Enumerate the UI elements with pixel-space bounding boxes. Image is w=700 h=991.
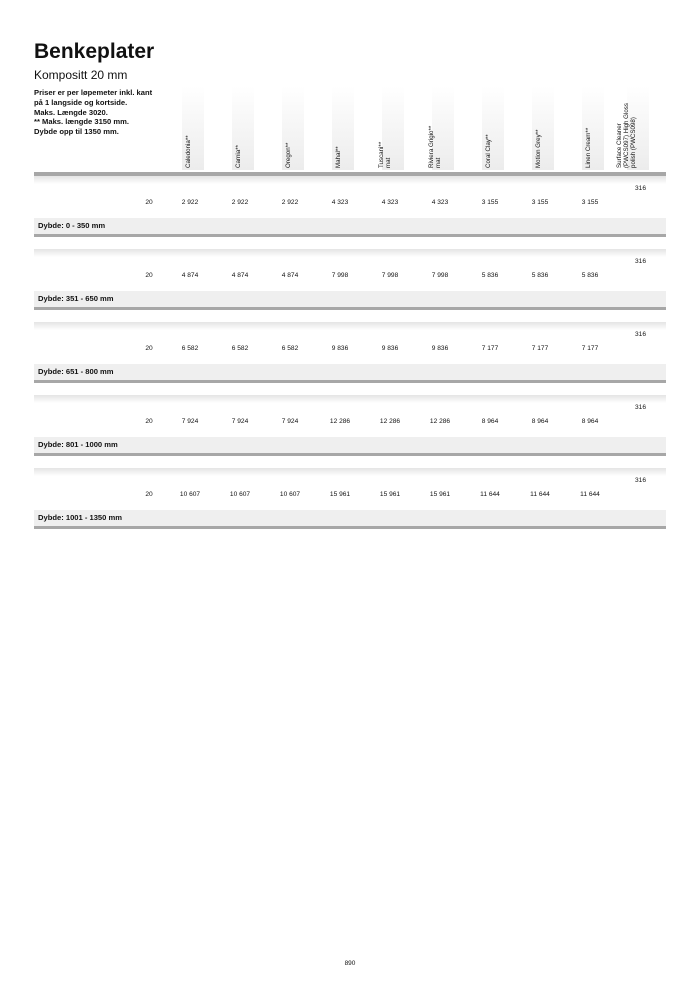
price-cell: 11 644 [580,491,600,498]
column-header-line: (PWCS097) High Gloss [623,103,630,168]
price-cell: 2 922 [231,199,249,206]
price-cell: 4 874 [281,272,299,279]
price-cell: 4 874 [181,272,199,279]
depth-label: Dybde: 0 - 350 mm [34,218,666,234]
price-cell: 15 961 [429,491,451,498]
price-cell: 8 964 [481,418,499,425]
column-header-line: Riviera Grigio** [428,125,435,168]
price-cell: 6 582 [231,345,249,352]
price-cell: 11 644 [480,491,500,498]
price-cell: 5 836 [581,272,599,279]
price-cell: 5 836 [531,272,549,279]
section-divider [34,526,666,529]
depth-section [34,249,666,322]
depth-section [34,395,666,468]
price-cell: 9 836 [331,345,349,352]
price-cell: 7 998 [431,272,449,279]
price-cell: 12 286 [379,418,401,425]
section-shade [34,468,666,476]
price-cell: 3 155 [581,199,599,206]
column-header-line: Oregon** [285,142,292,168]
price-cell: 7 998 [331,272,349,279]
price-cell: 9 836 [381,345,399,352]
depth-section [34,468,666,541]
price-cell: 4 323 [331,199,349,206]
cleaner-price: 316 [635,477,647,484]
cleaner-price: 316 [635,404,647,411]
cleaner-price: 316 [635,185,647,192]
price-cell: 4 323 [381,199,399,206]
column-header-text [285,143,292,168]
note-line: Priser er per løpemeter inkl. kant [34,88,153,97]
column-header-line: Mahal** [335,146,342,168]
column-header-line: Carnia** [235,144,242,168]
price-cell: 3 155 [481,199,499,206]
thickness-value: 20 [145,199,153,206]
price-cell: 7 177 [581,345,599,352]
price-cell: 6 582 [281,345,299,352]
price-cell: 9 836 [431,345,449,352]
column-header-line: mat [435,157,442,168]
price-cell: 10 607 [279,491,301,498]
column-header-line: Motion Grey** [535,129,542,168]
thickness-value: 20 [145,418,153,425]
depth-label: Dybde: 651 - 800 mm [34,364,666,380]
depth-label: Dybde: 801 - 1000 mm [34,437,666,453]
price-cell: 7 924 [181,418,199,425]
column-header-text [535,129,542,168]
column-header-line: polish (PWCS098) [630,117,637,168]
column-header-text [585,128,592,168]
column-header-line: Linen Cream** [585,127,592,168]
price-cell: 7 924 [281,418,299,425]
section-divider [34,234,666,237]
thickness-value: 20 [145,272,153,279]
column-header-line: Surface Cleaner [616,123,623,168]
section-shade [34,395,666,403]
price-cell: 8 964 [581,418,599,425]
thickness-value: 20 [145,345,153,352]
section-shade [34,322,666,330]
price-notes [34,88,169,137]
section-shade [34,176,666,184]
price-cell: 7 998 [381,272,399,279]
price-cell: 8 964 [531,418,549,425]
depth-section [34,176,666,249]
price-cell: 3 155 [531,199,549,206]
price-cell: 4 323 [431,199,449,206]
price-cell: 12 286 [429,418,451,425]
column-header-line: Tuscani** [378,141,385,168]
price-cell: 7 177 [531,345,549,352]
price-cell: 10 607 [179,491,201,498]
price-cell: 4 874 [231,272,249,279]
column-header-text [185,135,192,168]
price-cell: 5 836 [481,272,499,279]
depth-label: Dybde: 351 - 650 mm [34,291,666,307]
note-line: Dybde opp til 1350 mm. [34,127,119,137]
column-header-text [428,126,442,168]
price-cell: 15 961 [329,491,351,498]
thickness-value: 20 [145,491,153,498]
price-cell: 11 644 [530,491,550,498]
column-header-text [616,103,637,168]
price-cell: 7 924 [231,418,249,425]
depth-section [34,322,666,395]
cleaner-price: 316 [635,331,647,338]
column-header-line: Caledonia** [185,135,192,168]
depth-label: Dybde: 1001 - 1350 mm [34,510,666,526]
page-subtitle: Kompositt 20 mm [34,68,128,82]
column-header-text [235,145,242,168]
section-divider [34,307,666,310]
note-line: ** Maks. længde 3150 mm. [34,117,129,127]
section-divider [34,380,666,383]
section-shade [34,249,666,257]
note-line: Maks. Længde 3020. [34,107,108,117]
column-header-line: mat [385,157,392,168]
column-header-text [335,146,342,168]
page-number: 890 [344,960,356,967]
cleaner-price: 316 [635,258,647,265]
price-cell: 10 607 [229,491,251,498]
price-cell: 12 286 [329,418,351,425]
column-header-text [378,142,392,168]
note-line: på 1 langside og kortside. [34,97,128,107]
price-cell: 15 961 [379,491,401,498]
price-cell: 2 922 [281,199,299,206]
price-cell: 2 922 [181,199,199,206]
column-header-line: Coral Clay** [485,134,492,168]
price-cell: 6 582 [181,345,199,352]
page-title: Benkeplater [34,40,155,63]
column-header-text [485,134,492,168]
price-cell: 7 177 [481,345,499,352]
section-divider [34,453,666,456]
